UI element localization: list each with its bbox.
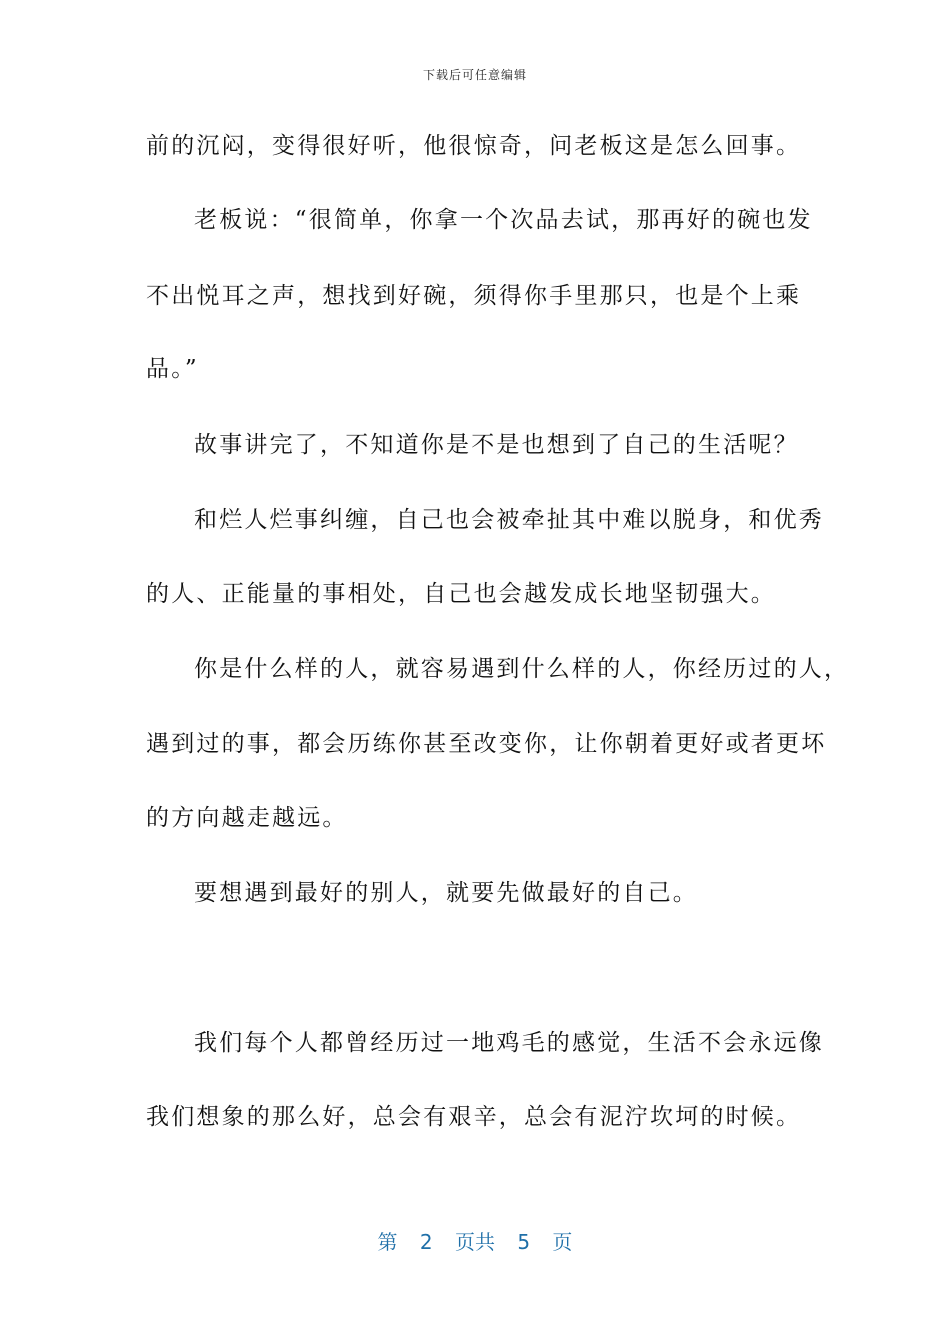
download-edit-note: 下载后可任意编辑 [422, 68, 527, 82]
paragraph-line: 老板说：“很简单，你拿一个次品去试，那再好的碗也发 [194, 207, 813, 233]
paragraph-line: 我们每个人都曾经历过一地鸡毛的感觉，生活不会永远像 [194, 1030, 824, 1056]
page-number-label: 第 2 页共 5 页 [377, 1230, 573, 1254]
paragraph-line: 的人、正能量的事相处，自己也会越发成长地坚韧强大。 [146, 581, 776, 607]
page-number-footer [0, 1226, 950, 1255]
paragraph-line: 要想遇到最好的别人，就要先做最好的自己。 [194, 880, 698, 906]
paragraph-line: 的方向越走越远。 [146, 805, 348, 831]
paragraph-line: 品。” [146, 356, 199, 382]
paragraph-line: 和烂人烂事纠缠，自己也会被牵扯其中难以脱身，和优秀 [194, 507, 824, 533]
paragraph-line: 前的沉闷，变得很好听，他很惊奇，问老板这是怎么回事。 [146, 133, 802, 159]
paragraph-line: 我们想象的那么好，总会有艰辛，总会有泥泞坎坷的时候。 [146, 1104, 802, 1130]
paragraph-line: 遇到过的事，都会历练你甚至改变你，让你朝着更好或者更坏 [146, 731, 827, 757]
paragraph-line: 不出悦耳之声，想找到好碗，须得你手里那只，也是个上乘 [146, 283, 802, 309]
paragraph-line: 你是什么样的人，就容易遇到什么样的人，你经历过的人， [194, 656, 850, 682]
paragraph-line: 故事讲完了，不知道你是不是也想到了自己的生活呢？ [194, 432, 799, 458]
